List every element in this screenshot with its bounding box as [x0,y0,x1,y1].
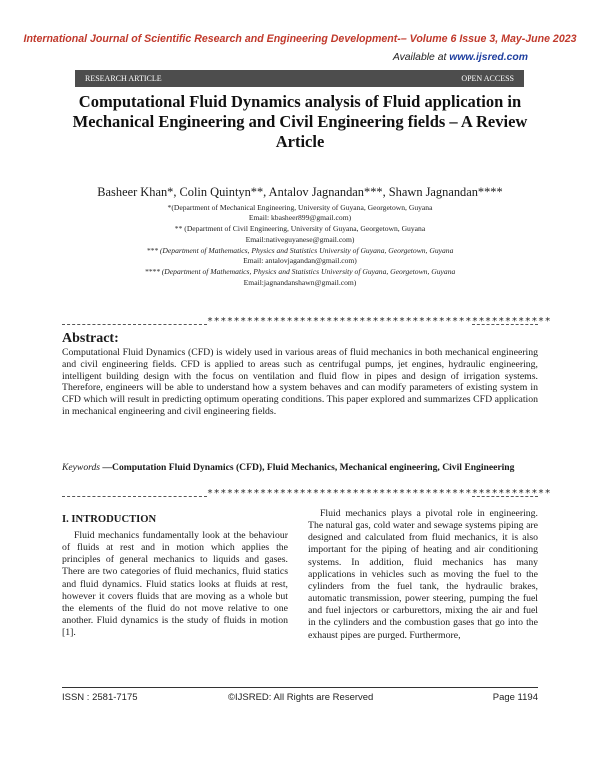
keywords-block [62,462,538,474]
introduction-right-column: Fluid mechanics plays a pivotal role in engineering. The natural gas, cold water and sewage systems piping are designed and calculated from fluid mechanics, it is also important for the piping of heating and air conditioning systems. In addition, fluid mechanics has many applications in vehicles such as moving the fuel to the cylinders from the fuel tank, the hydraulic brakes, automatic transmission, power steering, pumping the fuel and fuel injectors or carburettors, mixing the air and fuel in the cylinders and the combustion gases that go into the exhaust pipes are purged. Furthermore, [308,508,538,641]
divider-stars: **************************************************** [207,316,552,327]
research-article-label: RESEARCH ARTICLE [85,74,162,83]
affiliation-2-email: Email:nativeguyanese@gmail.com) [245,235,355,244]
affiliation-3-email: Email: antalovjagandan@gmail.com) [243,256,357,265]
section-divider [62,316,552,330]
footer-rights: ©IJSRED: All Rights are Reserved [228,692,374,703]
footer-page-number: Page 1194 [492,692,538,703]
affiliation-1-email: Email: kbasheer899@gmail.com) [248,213,352,222]
abstract-heading: Abstract: [62,331,119,346]
keywords-text: —Computation Fluid Dynamics (CFD), Fluid Mechanics, Mechanical engineering, Civil Engineering [100,462,515,473]
article-type-bar [75,70,524,87]
journal-url-link[interactable]: www.ijsred.com [449,52,528,63]
abstract-text: Computational Fluid Dynamics (CFD) is widely used in various areas of fluid mechanics in both mechanical engineering and civil engineering fields. CFD is applied to areas such as centrifugal pumps, jet engines, hydraulic engineering, intelligent building design with the focus on ventilation and fluid flow in pipes and design of irrigation systems. Therefore, engineers will be able to understand how a system behaves and can modify parameters of existing system in CFD which will result in predicting optimum operating conditions. This paper explored and summarizes CFD application in mechanical engineering and civil engineering fields. [62,347,538,417]
author-list: Basheer Khan*, Colin Quintyn**, Antalov Jagnandan***, Shawn Jagnandan**** [97,185,503,199]
keywords-label: Keywords [62,462,101,473]
paper-title: Computational Fluid Dynamics analysis of Fluid application in Mechanical Engineering and Civil Engineering fields – A Review Article [72,92,528,151]
journal-header: International Journal of Scientific Research and Engineering Development-– Volume 6 Issue 3, May-June 2023 [23,33,577,45]
footer-rule [62,687,538,688]
available-prefix: Available at [392,52,450,63]
availability-line [393,52,528,63]
introduction-left-column: Fluid mechanics fundamentally look at the behaviour of fluids at rest and in motion which applies the principles of general mechanics to liquids and gases. There are two categories of fluid mechanics, fluid statics and fluid dynamics. Fluid statics looks at fluids at rest, however it covers fluids that are moving as a whole but the elements of the fluid do not move relative to one another. Fluid dynamics is the study of fluids in motion [1]. [62,530,288,639]
section-divider-2 [62,488,552,502]
affiliation-3: *** (Department of Mathematics, Physics and Statistics University of Guyana, Georgetown, Guyana [146,246,454,255]
divider-stars-2: **************************************************** [207,488,552,499]
affiliation-4-email: Email:jagnandanshawn@gmail.com) [243,278,357,287]
affiliation-2: ** (Department of Civil Engineering, University of Guyana, Georgetown, Guyana [174,224,426,233]
introduction-heading: I. INTRODUCTION [62,514,157,525]
open-access-label: OPEN ACCESS [461,74,514,83]
affiliation-4: **** (Department of Mathematics, Physics and Statistics University of Guyana, Georgetown, Guyana [144,267,456,276]
affiliation-1: *(Department of Mechanical Engineering, University of Guyana, Georgetown, Guyana [167,203,433,212]
footer-issn: ISSN : 2581-7175 [62,692,138,703]
